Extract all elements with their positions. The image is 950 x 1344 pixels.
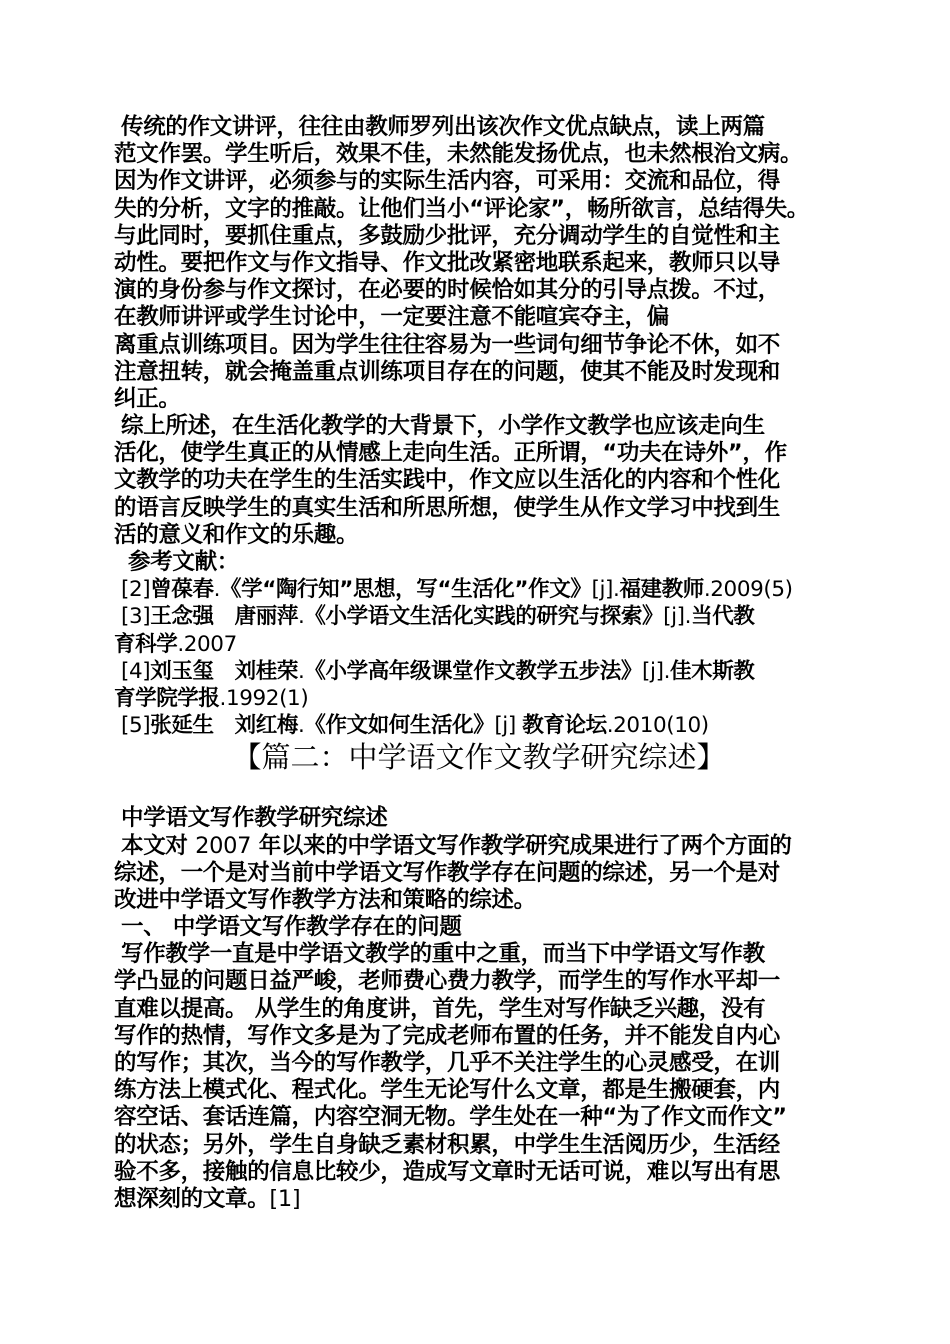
text-line: 的写作；其次，当今的写作教学，几乎不关注学生的心灵感受，在训 [114,1050,781,1076]
reference-item-cont [114,685,844,712]
text-line: 写作的热情，写作文多是为了完成老师布置的任务，并不能发自内心 [114,1022,781,1049]
ref-type: [j] [494,713,523,739]
text-line [114,833,844,860]
references [114,549,844,739]
text-line: 因为作文讲评，必须参与的实际生活内容，可采用：交流和品位，得 [114,168,781,195]
text-line: 直难以提高。 从学生的角度讲，首先，学生对写作缺乏兴趣，没有 [114,995,766,1022]
citation-ref: [1] [269,1185,301,1212]
ref-work: 《小学高年级课堂作文教学五步法》 [304,658,643,684]
ref-year: .2009(5) [703,577,793,603]
ref-type: [j]. [642,658,670,684]
section-heading: 【篇二：中学语文作文教学研究综述】 [232,740,726,775]
text-line: 在教师讲评或学生讨论中，一定要注意不能喧宾夺主，偏 [114,304,670,331]
text-line: 纠正。 [114,385,181,412]
text-line: 验不多，接触的信息比较少，造成写文章时无话可说，难以写出有思 [114,1158,781,1185]
text-line: 学凸显的问题日益严峻，老师费心费力教学，而学生的写作水平却一 [114,968,781,995]
ref-journal: 当代教 [691,604,755,630]
text-line: 容空话、套话连篇，内容空洞无物。学生处在一种“为了作文而作文” [114,1104,787,1131]
text-line: 失的分析，文字的推敲。让他们当小“评论家”，畅所欲言，总结得失。 [114,195,809,222]
intro-text: 本文对 [121,832,196,859]
ref-authors: 刘玉玺 刘桂荣 [150,658,298,684]
ref-journal: 佳木斯教 [670,658,755,684]
ref-year: .2010(10) [606,713,709,739]
intro-year: 2007 [195,832,252,859]
ref-authors: 曾葆春 [150,577,214,603]
text-line: 注意扭转，就会掩盖重点训练项目存在的问题，使其不能及时发现和 [114,358,781,385]
text-line: 演的身份参与作文探讨，在必要的时候恰如其分的引导点拨。不过， [114,277,781,304]
text-line: 综上所述，在生活化教学的大背景下，小学作文教学也应该走向生 [121,413,765,440]
text-line: 的状态；另外，学生自身缺乏素材积累，中学生生活阅历少，生活经 [114,1131,781,1158]
ref-work: 《作文如何生活化》 [304,713,495,739]
ref-dot: . [297,713,305,739]
article [114,805,844,1213]
subsection-title: 一、 中学语文写作教学存在的问题 [121,914,462,941]
ref-num: [3] [121,604,151,630]
references-title: 参考文献： [128,549,240,575]
ref-authors: 王念强 唐丽萍 [150,604,298,630]
ref-authors: 张延生 刘红梅 [150,713,298,739]
ref-num: [5] [121,713,151,739]
ref-year: .1992(1) [219,685,309,711]
ref-journal: 育学院学报 [114,685,220,711]
document-page [114,114,844,1213]
paragraph-conclusion [114,413,844,549]
text-line: 与此同时，要抓住重点，多鼓励少批评，充分调动学生的自觉性和主 [114,222,781,249]
ref-journal: 育科学 [114,631,178,657]
ref-dot: . [297,658,305,684]
intro-text: 年以来的中学语文写作教学研究成果进行了两个方面的 [251,832,792,859]
text-line: 动性。要把作文与作文指导、作文批改紧密地联系起来，教师只以导 [114,249,781,276]
text-line: 文教学的功夫在学生的生活实践中，作文应以生活化的内容和个性化 [114,467,781,494]
text-line: 的语言反映学生的真实生活和所思所想，使学生从作文学习中找到生 [114,494,781,521]
article-title: 中学语文写作教学研究综述 [121,805,388,832]
reference-item [114,712,844,739]
text-line: 活化，使学生真正的从情感上走向生活。正所谓，“功夫在诗外”，作 [114,440,787,467]
reference-item-cont [114,631,844,658]
ref-num: [2] [121,577,151,603]
reference-item [114,658,844,685]
ref-work: 《学“陶行知”思想，写“生活化”作文》 [220,577,592,603]
ref-year: .2007 [177,631,237,657]
last-line-text: 想深刻的文章。 [114,1185,270,1212]
text-line: 传统的作文讲评，往往由教师罗列出该次作文优点缺点，读上两篇 [121,114,765,140]
paragraph-critique [114,114,844,413]
ref-journal: 福建教师 [619,577,704,603]
ref-journal: 教育论坛 [522,713,607,739]
ref-num: [4] [121,658,151,684]
text-line: 活的意义和作文的乐趣。 [114,521,359,548]
ref-type: [j]. [663,604,692,630]
ref-work: 《小学语文生活化实践的研究与探索》 [304,604,664,630]
reference-item [114,576,844,603]
text-line [114,1186,844,1213]
ref-dot: . [297,604,305,630]
text-line: 写作教学一直是中学语文教学的重中之重，而当下中学语文写作教 [121,941,765,968]
ref-dot: . [213,577,221,603]
ref-type: [j]. [591,577,620,603]
reference-item [114,603,844,630]
text-line: 综述，一个是对当前中学语文写作教学存在问题的综述，另一个是对 [114,859,781,886]
text-line: 练方法上模式化、程式化。学生无论写什么文章，都是生搬硬套，内 [114,1077,781,1104]
text-line: 范文作罢。学生听后，效果不佳，未然能发扬优点，也未然根治文病。 [114,141,803,168]
text-line: 改进中学语文写作教学方法和策略的综述。 [114,886,536,913]
text-line: 离重点训练项目。因为学生往往容易为一些词句细节争论不休，如不 [114,331,781,358]
